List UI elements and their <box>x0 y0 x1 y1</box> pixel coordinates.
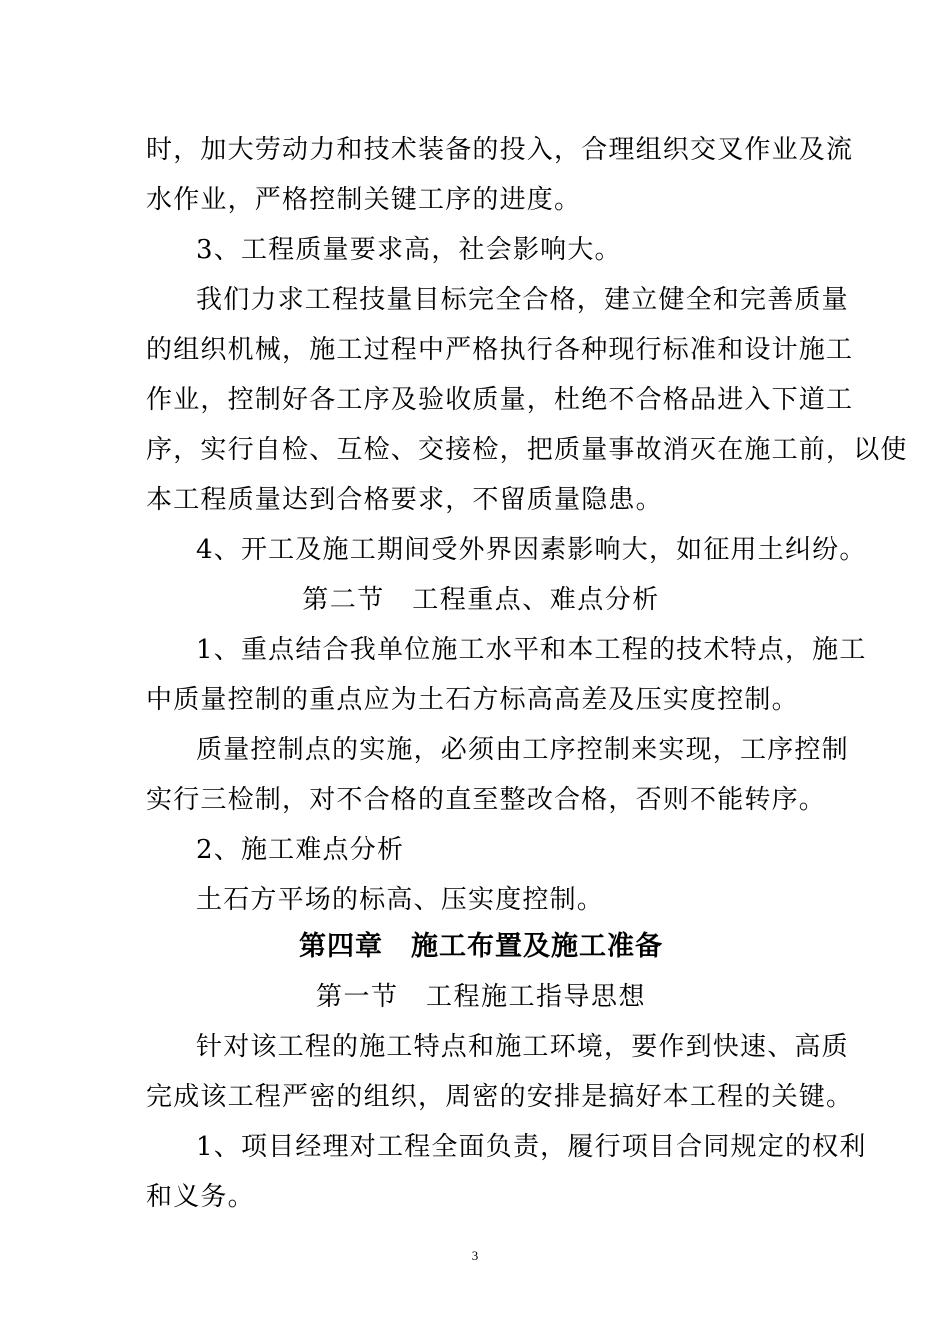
body-text-line: 时，加大劳动力和技术装备的投入，合理组织交叉作业及流 <box>146 135 854 165</box>
body-text-line: 针对该工程的施工特点和施工环境，要作到快速、高质 <box>196 1032 849 1062</box>
body-text-line: 实行三检制，对不合格的直至整改合格，否则不能转序。 <box>146 785 827 815</box>
list-item-1: 1、重点结合我单位施工水平和本工程的技术特点，施工 <box>196 635 867 665</box>
body-text-line: 完成该工程严密的组织，周密的安排是搞好本工程的关键。 <box>146 1082 854 1112</box>
page-number: 3 <box>471 1248 479 1263</box>
chapter-heading: 第四章 施工布置及施工准备 <box>299 931 663 962</box>
body-text-line: 土石方平场的标高、压实度控制。 <box>196 885 605 915</box>
body-text-line: 我们力求工程技量目标完全合格，建立健全和完善质量 <box>196 285 849 315</box>
body-text-line: 序，实行自检、互检、交接检，把质量事故消灭在施工前，以使 <box>146 435 908 465</box>
body-text-line: 和义务。 <box>146 1182 255 1212</box>
list-item-4: 4、开工及施工期间受外界因素影响大，如征用土纠纷。 <box>196 535 867 565</box>
section-heading: 第一节 工程施工指导思想 <box>315 982 646 1012</box>
body-text-line: 本工程质量达到合格要求，不留质量隐患。 <box>146 485 663 515</box>
section-heading: 第二节 工程重点、难点分析 <box>302 585 660 615</box>
list-item-2: 2、施工难点分析 <box>196 835 405 865</box>
list-item-1: 1、项目经理对工程全面负责，履行项目合同规定的权利 <box>196 1132 867 1162</box>
body-text-line: 的组织机械，施工过程中严格执行各种现行标准和设计施工 <box>146 335 854 365</box>
body-text-line: 中质量控制的重点应为土石方标高高差及压实度控制。 <box>146 685 799 715</box>
body-text-line: 水作业，严格控制关键工序的进度。 <box>146 185 582 215</box>
list-item-3: 3、工程质量要求高，社会影响大。 <box>196 235 622 265</box>
body-text-line: 质量控制点的实施，必须由工序控制来实现，工序控制 <box>196 735 849 765</box>
body-text-line: 作业，控制好各工序及验收质量，杜绝不合格品进入下道工 <box>146 385 854 415</box>
